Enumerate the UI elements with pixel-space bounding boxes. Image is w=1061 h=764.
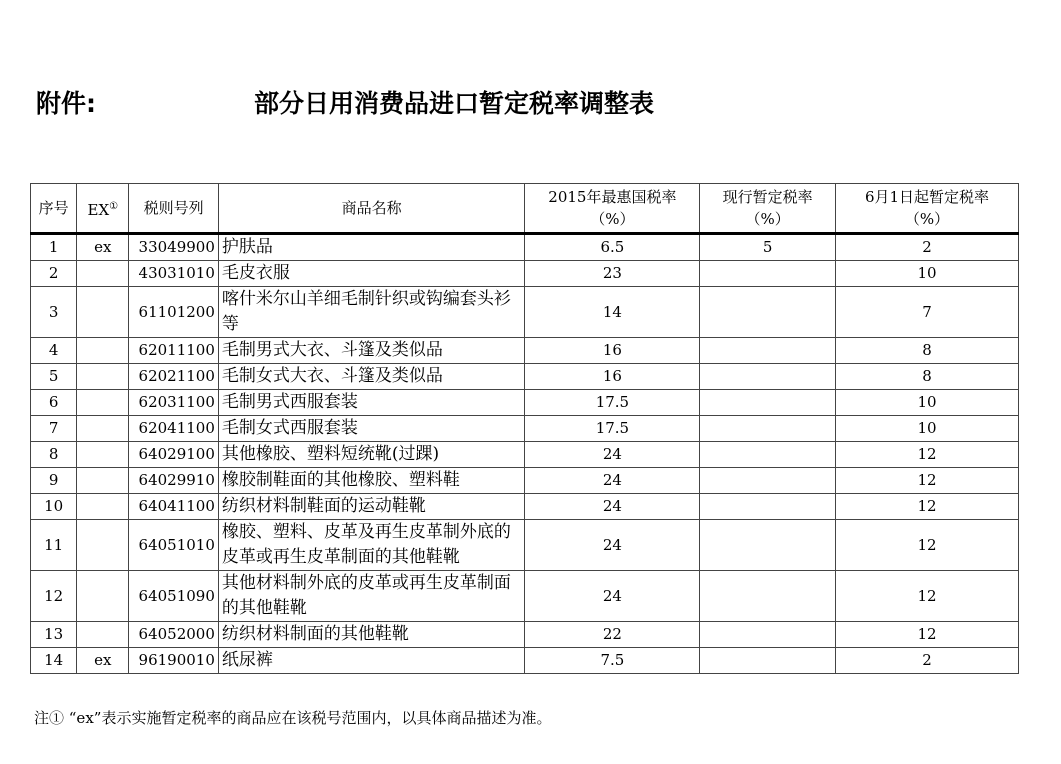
cell-new-rate: 8 (836, 364, 1019, 390)
cell-mfn-rate: 24 (525, 520, 700, 571)
table-row (31, 571, 1019, 622)
cell-ex (77, 622, 129, 648)
cell-current-rate (700, 338, 836, 364)
cell-tariff-code: 62011100 (129, 338, 218, 364)
table-row (31, 390, 1019, 416)
cell-tariff-code: 43031010 (129, 261, 218, 287)
cell-current-rate: 5 (700, 234, 836, 261)
cell-new-rate: 10 (836, 261, 1019, 287)
cell-new-rate: 2 (836, 234, 1019, 261)
cell-seq: 1 (31, 234, 77, 261)
table-row (31, 648, 1019, 674)
cell-mfn-rate: 17.5 (525, 416, 700, 442)
document-heading (36, 86, 1036, 122)
table-row (31, 442, 1019, 468)
cell-ex (77, 494, 129, 520)
cell-ex (77, 261, 129, 287)
header-current-rate-line1: 现行暂定税率 (722, 188, 813, 206)
cell-new-rate: 12 (836, 468, 1019, 494)
cell-tariff-code: 64041100 (129, 494, 218, 520)
cell-mfn-rate: 24 (525, 571, 700, 622)
document-title: 部分日用消费品进口暂定税率调整表 (254, 89, 655, 118)
header-row (31, 184, 1019, 234)
cell-new-rate: 2 (836, 648, 1019, 674)
header-mfn-rate (525, 184, 700, 234)
cell-mfn-rate: 24 (525, 494, 700, 520)
cell-new-rate: 12 (836, 571, 1019, 622)
cell-ex (77, 442, 129, 468)
header-new-rate-line1: 6月1日起暂定税率 (864, 188, 990, 206)
cell-mfn-rate: 24 (525, 442, 700, 468)
cell-new-rate: 12 (836, 494, 1019, 520)
cell-product-name: 喀什米尔山羊细毛制针织或钩编套头衫等 (218, 287, 525, 338)
cell-tariff-code: 62041100 (129, 416, 218, 442)
cell-seq: 4 (31, 338, 77, 364)
cell-tariff-code: 64051090 (129, 571, 218, 622)
cell-product-name: 毛制女式西服套装 (218, 416, 525, 442)
cell-product-name: 纺织材料制面的其他鞋靴 (218, 622, 525, 648)
cell-tariff-code: 62031100 (129, 390, 218, 416)
cell-mfn-rate: 16 (525, 338, 700, 364)
cell-product-name: 护肤品 (218, 234, 525, 261)
header-seq: 序号 (31, 184, 77, 234)
cell-ex (77, 338, 129, 364)
cell-mfn-rate: 14 (525, 287, 700, 338)
cell-product-name: 其他橡胶、塑料短统靴(过踝) (218, 442, 525, 468)
table-row (31, 494, 1019, 520)
header-tariff-code: 税则号列 (129, 184, 218, 234)
cell-tariff-code: 64029100 (129, 442, 218, 468)
cell-seq: 14 (31, 648, 77, 674)
cell-current-rate (700, 261, 836, 287)
header-ex-footnote-mark: ① (109, 200, 119, 212)
cell-tariff-code: 64029910 (129, 468, 218, 494)
cell-product-name: 橡胶、塑料、皮革及再生皮革制外底的皮革或再生皮革制面的其他鞋靴 (218, 520, 525, 571)
footnote: 注① “ex”表示实施暂定税率的商品应在该税号范围内，以具体商品描述为准。 (34, 709, 552, 727)
cell-ex (77, 287, 129, 338)
cell-product-name: 毛制男式大衣、斗篷及类似品 (218, 338, 525, 364)
table-row (31, 622, 1019, 648)
cell-seq: 12 (31, 571, 77, 622)
header-product-name: 商品名称 (218, 184, 525, 234)
table-row (31, 416, 1019, 442)
cell-tariff-code: 61101200 (129, 287, 218, 338)
cell-ex: ex (77, 234, 129, 261)
cell-current-rate (700, 390, 836, 416)
cell-new-rate: 7 (836, 287, 1019, 338)
cell-current-rate (700, 622, 836, 648)
cell-seq: 9 (31, 468, 77, 494)
cell-seq: 5 (31, 364, 77, 390)
cell-seq: 6 (31, 390, 77, 416)
cell-mfn-rate: 6.5 (525, 234, 700, 261)
cell-new-rate: 10 (836, 390, 1019, 416)
tariff-rate-table (30, 183, 1019, 674)
cell-ex: ex (77, 648, 129, 674)
cell-tariff-code: 96190010 (129, 648, 218, 674)
table-row (31, 287, 1019, 338)
cell-seq: 2 (31, 261, 77, 287)
cell-new-rate: 10 (836, 416, 1019, 442)
cell-ex (77, 571, 129, 622)
cell-current-rate (700, 287, 836, 338)
cell-current-rate (700, 648, 836, 674)
header-ex (77, 184, 129, 234)
cell-mfn-rate: 7.5 (525, 648, 700, 674)
cell-new-rate: 12 (836, 622, 1019, 648)
cell-product-name: 纸尿裤 (218, 648, 525, 674)
table-row (31, 261, 1019, 287)
cell-product-name: 毛制女式大衣、斗篷及类似品 (218, 364, 525, 390)
cell-product-name: 毛制男式西服套装 (218, 390, 525, 416)
cell-product-name: 橡胶制鞋面的其他橡胶、塑料鞋 (218, 468, 525, 494)
cell-mfn-rate: 24 (525, 468, 700, 494)
cell-mfn-rate: 16 (525, 364, 700, 390)
cell-product-name: 纺织材料制鞋面的运动鞋靴 (218, 494, 525, 520)
cell-seq: 3 (31, 287, 77, 338)
cell-mfn-rate: 17.5 (525, 390, 700, 416)
cell-current-rate (700, 442, 836, 468)
cell-tariff-code: 33049900 (129, 234, 218, 261)
cell-mfn-rate: 22 (525, 622, 700, 648)
cell-new-rate: 8 (836, 338, 1019, 364)
table-row (31, 338, 1019, 364)
cell-current-rate (700, 520, 836, 571)
cell-tariff-code: 64051010 (129, 520, 218, 571)
attachment-label: 附件: (36, 89, 96, 118)
cell-new-rate: 12 (836, 520, 1019, 571)
table-row (31, 364, 1019, 390)
cell-product-name: 其他材料制外底的皮革或再生皮革制面的其他鞋靴 (218, 571, 525, 622)
header-current-rate-unit: （%） (745, 210, 790, 228)
cell-ex (77, 390, 129, 416)
cell-seq: 7 (31, 416, 77, 442)
cell-current-rate (700, 571, 836, 622)
cell-product-name: 毛皮衣服 (218, 261, 525, 287)
table-body (31, 234, 1019, 674)
header-ex-label: EX (87, 200, 110, 219)
cell-new-rate: 12 (836, 442, 1019, 468)
cell-ex (77, 520, 129, 571)
header-new-rate (836, 184, 1019, 234)
cell-ex (77, 468, 129, 494)
cell-current-rate (700, 494, 836, 520)
table-row (31, 520, 1019, 571)
table-row (31, 234, 1019, 261)
cell-ex (77, 364, 129, 390)
table-header (31, 184, 1019, 234)
cell-mfn-rate: 23 (525, 261, 700, 287)
cell-current-rate (700, 364, 836, 390)
cell-current-rate (700, 416, 836, 442)
header-new-rate-unit: （%） (904, 210, 950, 228)
header-mfn-rate-line1: 2015年最惠国税率 (548, 188, 677, 206)
cell-seq: 11 (31, 520, 77, 571)
cell-seq: 8 (31, 442, 77, 468)
header-current-rate (700, 184, 836, 234)
cell-ex (77, 416, 129, 442)
cell-tariff-code: 64052000 (129, 622, 218, 648)
cell-tariff-code: 62021100 (129, 364, 218, 390)
cell-seq: 13 (31, 622, 77, 648)
cell-current-rate (700, 468, 836, 494)
cell-seq: 10 (31, 494, 77, 520)
header-mfn-rate-unit: （%） (590, 210, 635, 228)
table-row (31, 468, 1019, 494)
